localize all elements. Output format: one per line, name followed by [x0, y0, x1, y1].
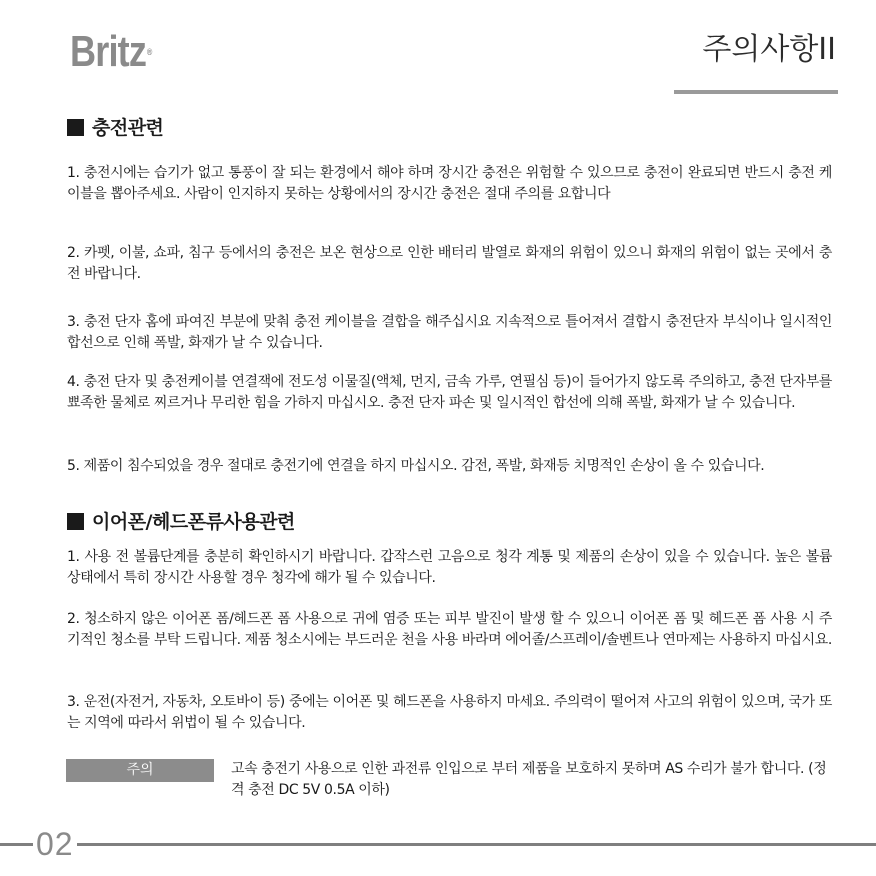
charging-item-5: 5. 제품이 침수되었을 경우 절대로 충전기에 연결을 하지 마십시오. 감전, 폭발, 화재등 치명적인 손상이 올 수 있습니다.: [67, 458, 765, 474]
square-bullet-icon: [67, 119, 84, 136]
section-heading-label: 충전관련: [92, 117, 164, 139]
square-bullet-icon: [67, 513, 84, 530]
footer-rule: [0, 843, 876, 846]
page-title: 주의사항II: [702, 32, 836, 67]
section-heading-charging: [67, 115, 163, 141]
earphone-item-3: 3. 운전(자전거, 자동차, 오토바이 등) 중에는 이어폰 및 헤드폰을 사용하지 마세요. 주의력이 떨어져 사고의 위험이 있으며, 국가 또는 지역에 따라서 위법이 될 수 있습니다.: [67, 694, 832, 731]
title-underline: [674, 90, 838, 94]
earphone-item-2: 2. 청소하지 않은 이어폰 폼/헤드폰 폼 사용으로 귀에 염증 또는 피부 발진이 발생 할 수 있으니 이어폰 폼 및 헤드폰 폼 사용 시 주기적인 청소를 부탁 드립니다. 제품 청소시에는 부드러운 천을 사용 바라며 에어졸/스프레이/솔벤트나 연마제는 사용하지 마십시요.: [67, 611, 832, 648]
earphone-item-1: 1. 사용 전 볼륨단계를 충분히 확인하시기 바랍니다. 갑작스런 고음으로 청각 계통 및 제품의 손상이 있을 수 있습니다. 높은 볼륨 상태에서 특히 장시간 사용할 경우 청각에 해가 될 수 있습니다.: [67, 549, 832, 586]
charging-item-2: 2. 카펫, 이불, 쇼파, 침구 등에서의 충전은 보온 현상으로 인한 배터리 발열로 화재의 위험이 있으니 화재의 위험이 없는 곳에서 충전 바랍니다.: [67, 245, 832, 282]
section-heading-earphones: [67, 509, 295, 535]
section-heading-label: 이어폰/헤드폰류사용관련: [92, 511, 295, 533]
registered-mark: ®: [146, 47, 152, 57]
charging-item-1: 1. 충전시에는 습기가 없고 통풍이 잘 되는 환경에서 해야 하며 장시간 충전은 위험할 수 있으므로 충전이 완료되면 반드시 충전 케이블을 뽑아주세요. 사람이 인지하지 못하는 상황에서의 장시간 충전은 절대 주의를 요합니다: [67, 165, 832, 202]
brand-logo: [70, 28, 152, 76]
charging-item-3: 3. 충전 단자 홈에 파여진 부분에 맞춰 충전 케이블을 결합을 해주십시요 지속적으로 틀어져서 결합시 충전단자 부식이나 일시적인 합선으로 인해 폭발, 화재가 날 수 있습니다.: [67, 314, 832, 351]
caution-text: 고속 충전기 사용으로 인한 과전류 인입으로 부터 제품을 보호하지 못하며 AS 수리가 불가 합니다. (정격 충전 DC 5V 0.5A 이하): [231, 761, 827, 798]
caution-badge: 주의: [66, 759, 214, 782]
charging-item-4: 4. 충전 단자 및 충전케이블 연결잭에 전도성 이물질(액체, 먼지, 금속 가루, 연필심 등)이 들어가지 않도록 주의하고, 충전 단자부를 뾰족한 물체로 찌르거나 무리한 힘을 가하지 마십시오. 충전 단자 파손 및 일시적인 합선에 의해 폭발, 화재가 날 수 있습니다.: [67, 374, 832, 411]
brand-logo-text: Britz: [70, 27, 147, 76]
page-number: 02: [33, 826, 77, 862]
